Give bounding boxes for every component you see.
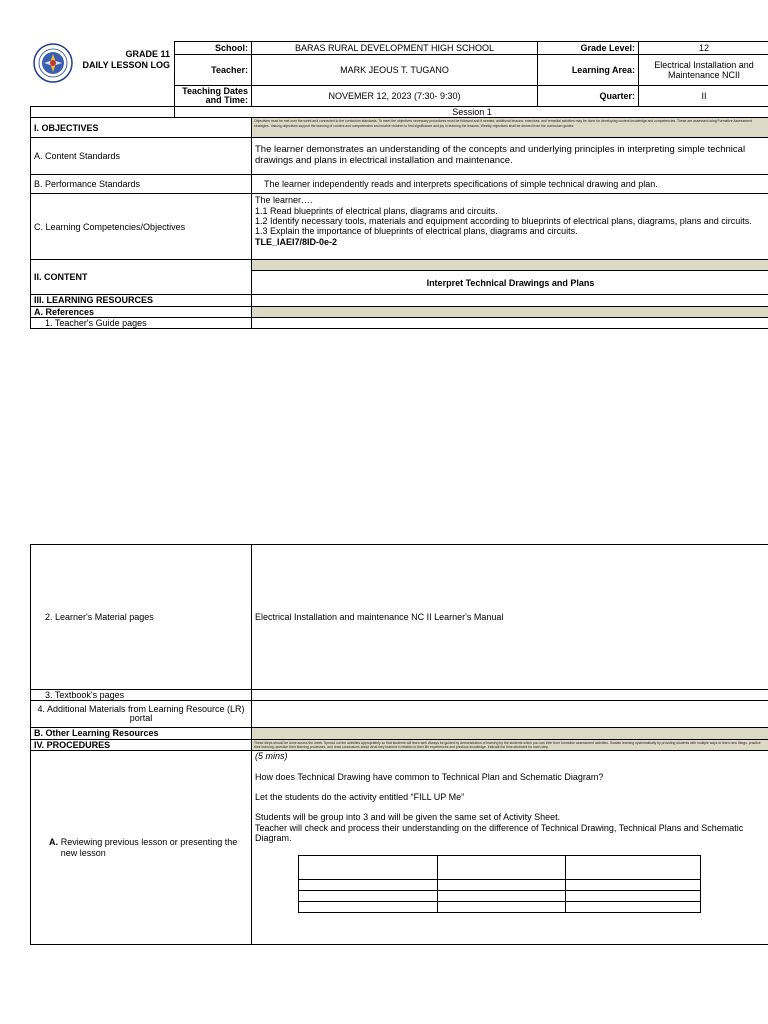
- grid-cell: [566, 902, 701, 913]
- teacher-value: MARK JEOUS T. TUGANO: [252, 55, 538, 86]
- procedure-a-text: Reviewing previous lesson or presenting the new lesson: [60, 837, 238, 858]
- grid-cell: [566, 880, 701, 891]
- log-title: DAILY LESSON LOG: [82, 60, 170, 70]
- grid-cell: [438, 891, 566, 902]
- procedure-a-content: [252, 751, 768, 945]
- activity-sheet-grid: [298, 855, 701, 913]
- additional-materials-label: [31, 701, 252, 728]
- content-heading: II. CONTENT: [31, 260, 252, 295]
- procedure-activity: Let the students do the activity entitled “FILL UP Me”: [255, 791, 465, 802]
- performance-standards-label: B. Performance Standards: [31, 175, 252, 194]
- objectives-heading: I. OBJECTIVES: [31, 118, 252, 138]
- competency-item-1: 1.1 Read blueprints of electrical plans, diagrams and circuits.: [255, 205, 498, 216]
- competencies-label: C. Learning Competencies/Objectives: [31, 194, 252, 260]
- teachers-guide-number: 1: [45, 318, 51, 329]
- learning-area-value: Electrical Installation and Maintenance NCII: [639, 55, 768, 86]
- grid-cell: [299, 856, 438, 880]
- dates-value: NOVEMER 12, 2023 (7:30- 9:30): [252, 86, 538, 107]
- grade-level-value: 12: [639, 42, 768, 55]
- grid-cell: [299, 902, 438, 913]
- teachers-guide-text: . Teacher's Guide pages: [50, 318, 147, 329]
- procedure-a-label: [31, 751, 252, 945]
- learners-material-value: Electrical Installation and maintenance NC II Learner's Manual: [252, 545, 768, 690]
- objectives-note: Objectives must be met over the week and connected to the curriculum standards. To meet the objectives necessary procedures must be followed and if needed, additional lessons, exercises, and remedial activities may be done for developing content knowledge and competencies. These are assessed using Formative Assessment strategies. Valuing objectives support the learning of content and competencies and enable children to find significance and joy in learning the lessons. Weekly objectives shall be derived from the curriculum guides.: [252, 118, 768, 138]
- competency-item-2: 1.2 Identify necessary tools, materials and equipment according to blueprints of electrical plans, diagrams, plans and circuits.: [255, 216, 752, 227]
- teacher-label: Teacher:: [175, 55, 252, 86]
- grade-title: GRADE 11: [125, 49, 170, 59]
- procedure-question: How does Technical Drawing have common to Technical Plan and Schematic Diagram?: [255, 771, 604, 782]
- textbook-pages-label: 3. Textbook's pages: [31, 690, 252, 701]
- content-text: Interpret Technical Drawings and Plans: [252, 271, 768, 295]
- competencies-cell: [252, 194, 768, 260]
- learning-area-label: Learning Area:: [538, 55, 639, 86]
- quarter-label: Quarter:: [538, 86, 639, 107]
- session-label: Session 1: [175, 107, 768, 118]
- learners-material-label: [31, 545, 252, 690]
- grid-cell: [438, 880, 566, 891]
- content-standards-text: The learner demonstrates an understanding of the concepts and underlying principles in interpreting simple technical drawings and plans in electrical installation and maintenance.: [252, 138, 768, 175]
- learning-resources-heading: III. LEARNING RESOURCES: [31, 295, 252, 306]
- school-label: School:: [175, 42, 252, 55]
- competencies-intro: The learner….: [255, 195, 313, 206]
- school-value: BARAS RURAL DEVELOPMENT HIGH SCHOOL: [252, 42, 538, 55]
- grid-cell: [566, 856, 701, 880]
- procedure-time: (5 mins): [255, 751, 288, 762]
- procedure-grouping: Students will be group into 3 and will be given the same set of Activity Sheet.: [255, 812, 561, 823]
- competency-item-3: 1.3 Explain the importance of blueprints of electrical plans, diagrams and circuits.: [255, 226, 578, 237]
- learners-material-number: 2: [45, 611, 51, 622]
- procedures-heading: IV. PROCEDURES: [31, 739, 252, 751]
- lesson-log-table-page1: [30, 41, 768, 329]
- grid-cell: [299, 891, 438, 902]
- other-resources-heading: B. Other Learning Resources: [31, 728, 252, 739]
- performance-standards-text: The learner independently reads and interprets specifications of simple technical drawing and plan.: [252, 175, 768, 194]
- procedure-a-letter: A.: [49, 837, 58, 848]
- grid-cell: [438, 856, 566, 880]
- grid-cell: [438, 902, 566, 913]
- grid-cell: [299, 880, 438, 891]
- content-standards-label: A. Content Standards: [31, 138, 252, 175]
- grade-level-label: Grade Level:: [538, 42, 639, 55]
- additional-materials-text: . Additional Materials from Learning Resource (LR) portal: [42, 703, 245, 724]
- procedures-note: These steps should be done across the week. Spread out the activities appropriately so that students will learn well. Always be guided by demonstration of learning by the students which you can infer from formative assessment activities. Sustain learning systematically by providing students with multiple ways to learn new things, practice their learning, question their learning processes, and draw conclusions about what they learned in relation to their life experiences and previous knowledge. Indicate the time allotment for each step.: [252, 739, 768, 751]
- grid-cell: [566, 891, 701, 902]
- dates-label: Teaching Dates and Time:: [175, 86, 252, 107]
- learners-material-text: . Learner's Material pages: [50, 611, 154, 622]
- teachers-guide-label: [31, 318, 252, 329]
- competency-code: TLE_IAEI7/8ID-0e-2: [255, 236, 338, 247]
- references-heading: A. References: [31, 306, 252, 317]
- procedure-checking: Teacher will check and process their understanding on the difference of Technical Drawing, Technical Plans and Schematic Diagram.: [255, 822, 744, 843]
- quarter-value: II: [639, 86, 768, 107]
- additional-materials-number: 4: [37, 703, 43, 714]
